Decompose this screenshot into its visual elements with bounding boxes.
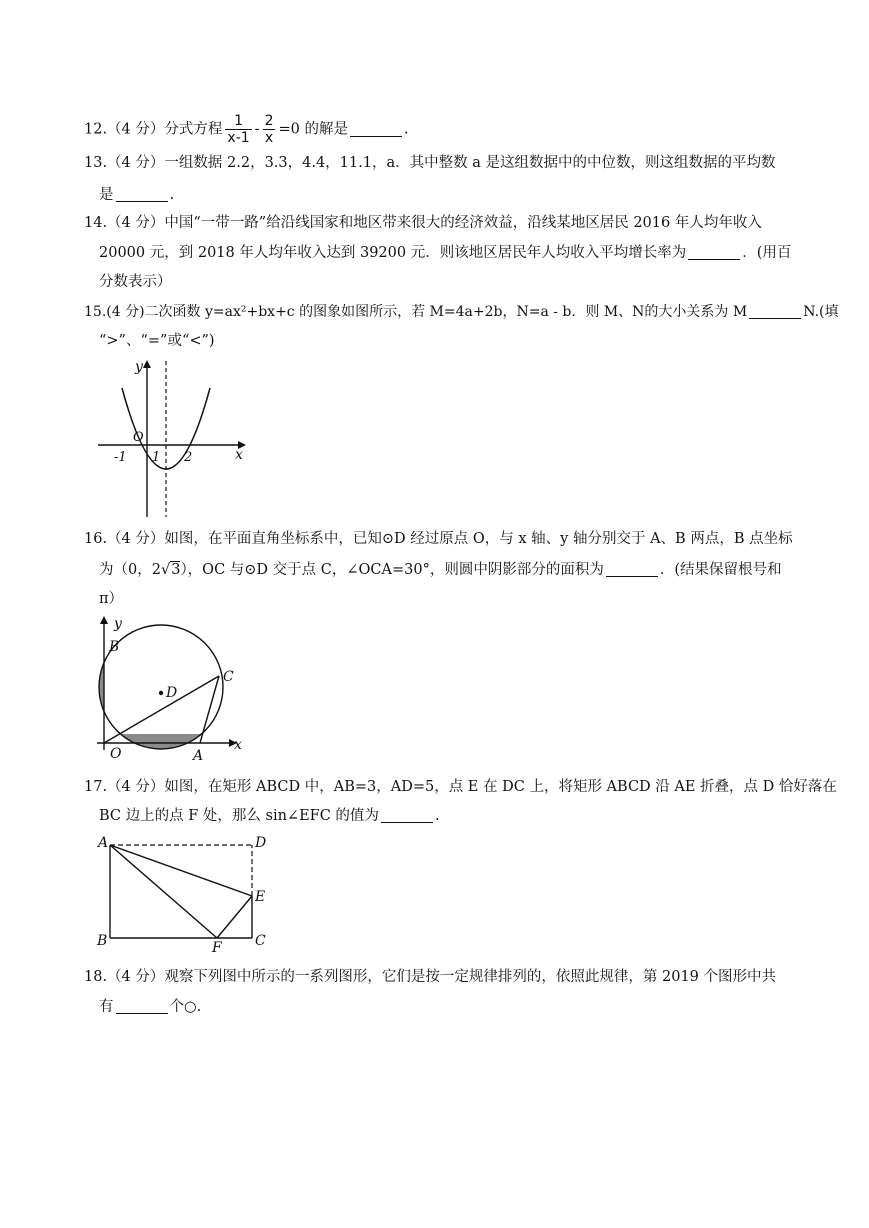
tick-label-2: 2 <box>184 450 193 465</box>
point-c-label: C <box>223 669 234 685</box>
fraction-2 <box>263 113 276 146</box>
q12-end: . <box>403 121 409 138</box>
question-14-line-3: 分数表示） <box>99 274 172 290</box>
q13-line2-end: . <box>169 187 175 203</box>
question-13-line-1: 13.（4 分）一组数据 2.2，3.3，4.4，11.1，a．其中整数 a 是这组数据中的中位数，则这组数据的平均数 <box>84 155 776 171</box>
q14-line2-prefix: 20000 元，到 2018 年人均年收入达到 39200 元．则该地区居民年人均收入平均增长率为 <box>99 245 687 261</box>
q16-line2-a: 为（0，2 <box>99 562 161 578</box>
y-axis-arrow <box>143 360 151 368</box>
fraction-1-numerator: 1 <box>225 113 251 130</box>
rectangle-figure <box>95 832 285 956</box>
point-a-label: A <box>193 748 204 764</box>
point-f-label: F <box>212 940 222 956</box>
y-axis-label: y <box>135 359 143 375</box>
q15-line1-prefix: 15.(4 分)二次函数 y=ax²+bx+c 的图象如图所示，若 M=4a+2b，N=a - b．则 M、N的大小关系为 M <box>84 304 748 320</box>
q16-line2-end: ．(结果保留根号和 <box>659 562 782 578</box>
answer-blank <box>116 186 168 202</box>
segment-ae <box>110 845 252 896</box>
x-axis-label: x <box>235 447 243 463</box>
question-14-line-1: 14.（4 分）中国“一带一路”给沿线国家和地区带来很大的经济效益，沿线某地区居民 2016 年人均年收入 <box>84 215 762 231</box>
point-a-label: A <box>98 835 109 851</box>
point-o-label: O <box>110 746 122 762</box>
q18-line2-prefix: 有 <box>99 999 114 1015</box>
fraction-1-denominator: x-1 <box>227 130 250 146</box>
q16-line2-b: ），OC 与⊙D 交于点 C，∠OCA=30°，则圆中阴影部分的面积为 <box>180 562 604 578</box>
question-17-line-1: 17.（4 分）如图，在矩形 ABCD 中，AB=3，AD=5，点 E 在 DC 上，将矩形 ABCD 沿 AE 折叠，点 D 恰好落在 <box>84 779 837 795</box>
question-14-line-2 <box>99 243 791 263</box>
q13-line2-prefix: 是 <box>99 187 114 203</box>
point-b-label: B <box>109 639 120 655</box>
q15-line1-end: N.(填 <box>803 304 839 320</box>
question-15-line-1 <box>84 302 839 322</box>
tick-label-minus-1: -1 <box>114 450 127 465</box>
segment-af <box>110 845 217 938</box>
answer-blank <box>688 244 740 260</box>
parabola-curve <box>122 388 210 469</box>
point-d-label: D <box>255 835 267 851</box>
answer-blank <box>749 303 801 319</box>
y-axis-label: y <box>114 616 122 632</box>
question-13-line-2 <box>99 185 174 205</box>
q12-minus: - <box>254 121 260 138</box>
parabola-graph <box>95 355 255 520</box>
point-c-label: C <box>255 933 266 949</box>
question-15-line-2: “>”、“=”或“<”) <box>99 333 215 349</box>
question-12 <box>84 113 409 146</box>
question-17-line-2 <box>99 806 440 826</box>
y-axis-arrow <box>100 616 108 624</box>
fraction-2-numerator: 2 <box>264 113 274 129</box>
sqrt-symbol: √ <box>160 562 171 578</box>
question-16-line-3: π） <box>99 591 124 607</box>
x-axis-label: x <box>234 737 242 753</box>
q17-line2-prefix: BC 边上的点 F 处，那么 sin∠EFC 的值为 <box>99 808 379 824</box>
point-b-label: B <box>97 933 108 949</box>
question-18-line-2 <box>99 997 201 1017</box>
q14-line2-end: ．(用百 <box>742 245 792 261</box>
tick-label-1: 1 <box>152 450 161 465</box>
q12-suffix: =0 的解是 <box>278 121 348 138</box>
point-e-label: E <box>255 889 266 905</box>
q17-line2-end: . <box>434 808 440 824</box>
origin-label: O <box>133 430 144 445</box>
question-18-line-1: 18.（4 分）观察下列图中所示的一系列图形，它们是按一定规律排列的，依照此规律，第 2019 个图形中共 <box>84 969 777 985</box>
question-16-line-1: 16.（4 分）如图，在平面直角坐标系中，已知⊙D 经过原点 O，与 x 轴、y 轴分别交于 A、B 两点，B 点坐标 <box>84 531 793 547</box>
question-16-line-2 <box>99 560 781 580</box>
q18-line2-end: 个○. <box>169 999 202 1015</box>
answer-blank <box>381 807 433 823</box>
fraction-1 <box>225 113 251 146</box>
circle-figure <box>95 612 255 764</box>
point-d-label: D <box>166 685 178 701</box>
segment-fe <box>217 896 252 938</box>
answer-blank <box>350 121 402 137</box>
fraction-2-denominator: x <box>264 130 274 146</box>
answer-blank <box>116 998 168 1014</box>
q12-prefix: 12.（4 分）分式方程 <box>84 121 223 138</box>
sqrt-radicand: 3 <box>171 562 181 578</box>
answer-blank <box>606 561 658 577</box>
center-point-d <box>159 691 163 695</box>
